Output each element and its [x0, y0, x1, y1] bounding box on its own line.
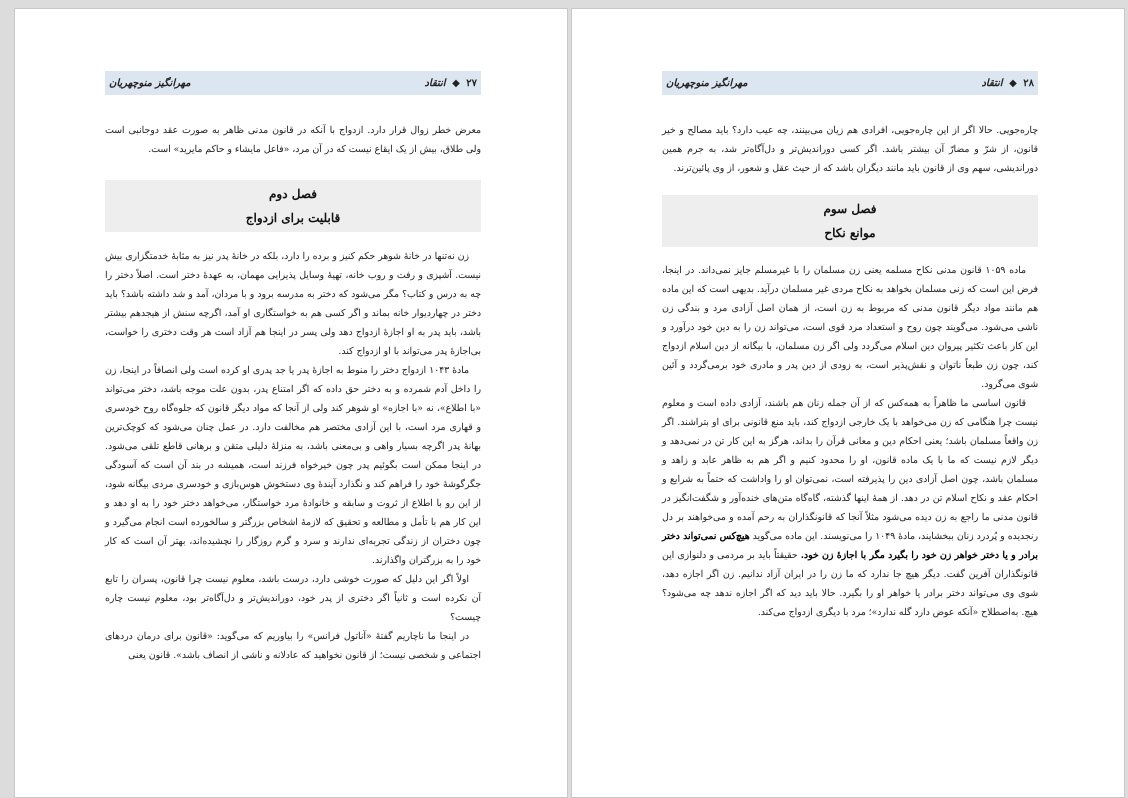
- left-intro-paragraph: معرض خطر زوال قرار دارد. ازدواج با آنکه در قانون مدنی ظاهر به صورت عقد دوجانبی است ولی طلاق، بیش از یک ایقاع نیست که در آن مرد، «فاعل مایشاء و حاکم مایرید» است.: [105, 125, 481, 155]
- right-section-title: انتقاد: [981, 77, 1003, 89]
- left-chapter-title: فصل دوم: [269, 187, 317, 201]
- left-running-header: [105, 71, 481, 95]
- left-chapter-heading: [105, 180, 481, 232]
- paragraph: در اینجا ما ناچاریم گفتهٔ «آناتول فرانس» را بیاوریم که می‌گوید: «قانون برای درمان دردهای اجتماعی و شخصی نیست؛ از قانون نخواهید که عادلانه و ناشی از انصاف باشد». قانون یعنی: [105, 631, 481, 661]
- right-page: [571, 8, 1125, 798]
- left-header-section: [424, 78, 477, 89]
- right-chapter-title: فصل سوم: [823, 202, 877, 216]
- paragraph: زن نه‌تنها در خانهٔ شوهر حکم کنیز و برده را دارد، بلکه در خانهٔ پدر نیز به مثابهٔ خدمتگزاری بیش نیست. آشپزی و رفت و روب خانه، تهیهٔ وسایل پذیرایی مهمان، به عهدهٔ دختر است. اصلاً دختر را چه به درس و کتاب؟ مگر می‌شود که دختر به مدرسه برود و با مردان، آمد و شد داشته باشد؟ باید دختر در چهاردیوار خانه بماند و اگر کسی هم به خواستگاری او آمد، اگرچه سنش از هیجدهم بیشتر باشد، باید پدر به او اجازهٔ ازدواج دهد ولی پسر در اینجا هم آزاد است هر وقت دختری را خواست، بی‌اجازهٔ پدر می‌تواند با او ازدواج کند.: [105, 251, 481, 357]
- paragraph: مادهٔ ۱۰۴۳ ازدواج دختر را منوط به اجازهٔ پدر یا جد پدری او کرده است ولی انصافاً در اینجا، زن را داخل آدم شمرده و به دختر حق داده که اگر امتناع پدر، بدون علت موجه باشد، دختر می‌تواند «با اطلاع»، نه «با اجازه» او شوهر کند ولی از آنجا که مواد دیگر قانون که جلوه‌گاه روح خودسری و قهاری مرد است، با این آزادی مختصر هم مخالفت دارد. در عمل چنان می‌شود که کوچک‌ترین بهانهٔ پدر اگرچه بسیار واهی و بی‌معنی باشد، به منزلهٔ دلیلی متقن و برهانی قاطع تلقی می‌شود. در اینجا ممکن است بگوئیم پدر چون خیرخواه فرزند است، همیشه در بند آن است که آسودگی جگرگوشهٔ خود را فراهم کند و نگذارد آیندهٔ وی دستخوش هوس‌بازی و خودسری مردی بیگانه شود، از این رو با اطلاع از ثروت و سابقه و خانوادهٔ مرد خواستگار، می‌خواهد دختر خود را به او دهد و این کار هم با تأمل و مطالعه و تحقیق که لازمهٔ اشخاص بزرگتر و سالخورده است انجام می‌گیرد و چون دختران از زندگی تجربه‌ای ندارند و سرد و گرم روزگار را نچشیده‌اند، بهتر آن است که کار خود را به بزرگتران واگذارند.: [105, 365, 481, 566]
- paragraph: [662, 394, 1038, 622]
- right-chapter-heading: [662, 195, 1038, 247]
- right-header-section: [981, 78, 1034, 89]
- right-chapter-subtitle: موانع نکاح: [824, 226, 876, 240]
- right-page-number: ۲۸: [1023, 77, 1034, 89]
- left-page-number: ۲۷: [466, 77, 477, 89]
- left-body-text: [105, 247, 481, 665]
- right-body-text: [662, 261, 1038, 622]
- left-page: [14, 8, 568, 798]
- left-author-name: مهرانگیز منوچهریان: [109, 77, 191, 89]
- paragraph: اولاً اگر این دلیل که صورت خوشی دارد، درست باشد، معلوم نیست چرا قانون، پسران را تابع آن نکرده است و ثانیاً اگر دختری از پدر خود، دوراندیش‌تر و دل‌آگاه‌تر بود، معلوم نیست چاره چیست؟: [105, 574, 481, 623]
- diamond-icon: ◆: [1009, 77, 1017, 89]
- left-chapter-subtitle: قابلیت برای ازدواج: [245, 211, 341, 225]
- paragraph: ماده ۱۰۵۹ قانون مدنی نکاح مسلمه یعنی زن مسلمان را با غیرمسلم جایز نمی‌داند. در اینجا، فرض این است که زنی مسلمان بخواهد به نکاح مردی غیر مسلمان درآید. بدیهی است که این ماده هم مانند مواد دیگر قانون مدنی که مربوط به زن است، از همان اصل آزادی مرد و بندگی زن ناشی می‌شود. می‌گویند چون روح و استعداد مرد قوی است، می‌تواند زن را به دین خود درآورد و این کار باعث تکثیر پیروان دین اسلام می‌گردد ولی اگر زن مسلمان، با بیگانه از دین اسلام ازدواج کند، چون زن طبعاً ناتوان و نقش‌پذیر است، به زودی از دین پدر و مادری خود برمی‌گردد و آئین شوی می‌گرود.: [662, 265, 1038, 390]
- paragraph-text: حقیقتاً باید بر مردمی و دلنوازی این قانونگذاران آفرین گفت. دیگر هیچ جا ندارد که ما زن را در ایران آزاد ندانیم. زن اگر اجازه دهد، شوی وی می‌تواند دختر برادر یا خواهر او را بگیرد. حالا باید دید که اگر اجازه ندهد چه می‌شود؟ هیچ. به‌اصطلاح «آنکه عوض دارد گله ندارد»؛ مرد با دیگری ازدواج می‌کند.: [662, 550, 1038, 618]
- diamond-icon: ◆: [452, 77, 460, 89]
- right-author-name: مهرانگیز منوچهریان: [666, 77, 748, 89]
- right-running-header: [662, 71, 1038, 95]
- bold-quoted-article: هیچ‌کس نمی‌تواند دختر برادر و یا دختر خواهر زن خود را بگیرد مگر با اجازهٔ زن خود.: [662, 531, 1038, 561]
- paragraph-text: قانون اساسی ما ظاهراً به همه‌کس که از آن جمله زنان هم باشند، آزادی داده است و معلوم نیست چرا هنگامی که زن می‌خواهد با یک خارجی ازدواج کند، باید منع قانونی برای او بتراشند. اگر زن واقعاً مسلمان باشد؛ یعنی احکام دین و معانی قرآن را بداند، هرگز به این کار تن در نمی‌دهد و دیگر لازم نیست که ما با یک ماده قانون، او را محدود کنیم و اگر هم به ظاهر عابد و زاهد و مسلمان باشد، چون اصل آزادی دین را پذیرفته است، نمی‌توان او را واداشت که حتماً به شرایع و احکام عقد و نکاح اسلام تن در دهد. از همهٔ اینها گذشته، گاه‌گاه متن‌های خنده‌آور و شگفت‌انگیز در قانون مدنی ما راجع به زن دیده می‌شود مثلاً آنجا که قانونگذاران به رحم آمده و می‌خواهند بر دل رنجدیده و پُردرد زنان ببخشایند، مادهٔ ۱۰۴۹ را می‌نویسند. این ماده می‌گوید: [662, 398, 1038, 542]
- left-section-title: انتقاد: [424, 77, 446, 89]
- right-intro-paragraph: چاره‌جویی. حالا اگر از این چاره‌جویی، افرادی هم زیان می‌بینند، چه عیب دارد؟ باید مصالح و خیر قانون، از شرّ و مضارّ آن بیشتر باشد. اگر کسی دوراندیش‌تر و دل‌آگاه‌تر شد، به جرم همین دوراندیشی، سهم وی از قانون باید مانند دیگران باشد که از حیث عقل و شعور، از وی پائین‌ترند.: [662, 125, 1038, 174]
